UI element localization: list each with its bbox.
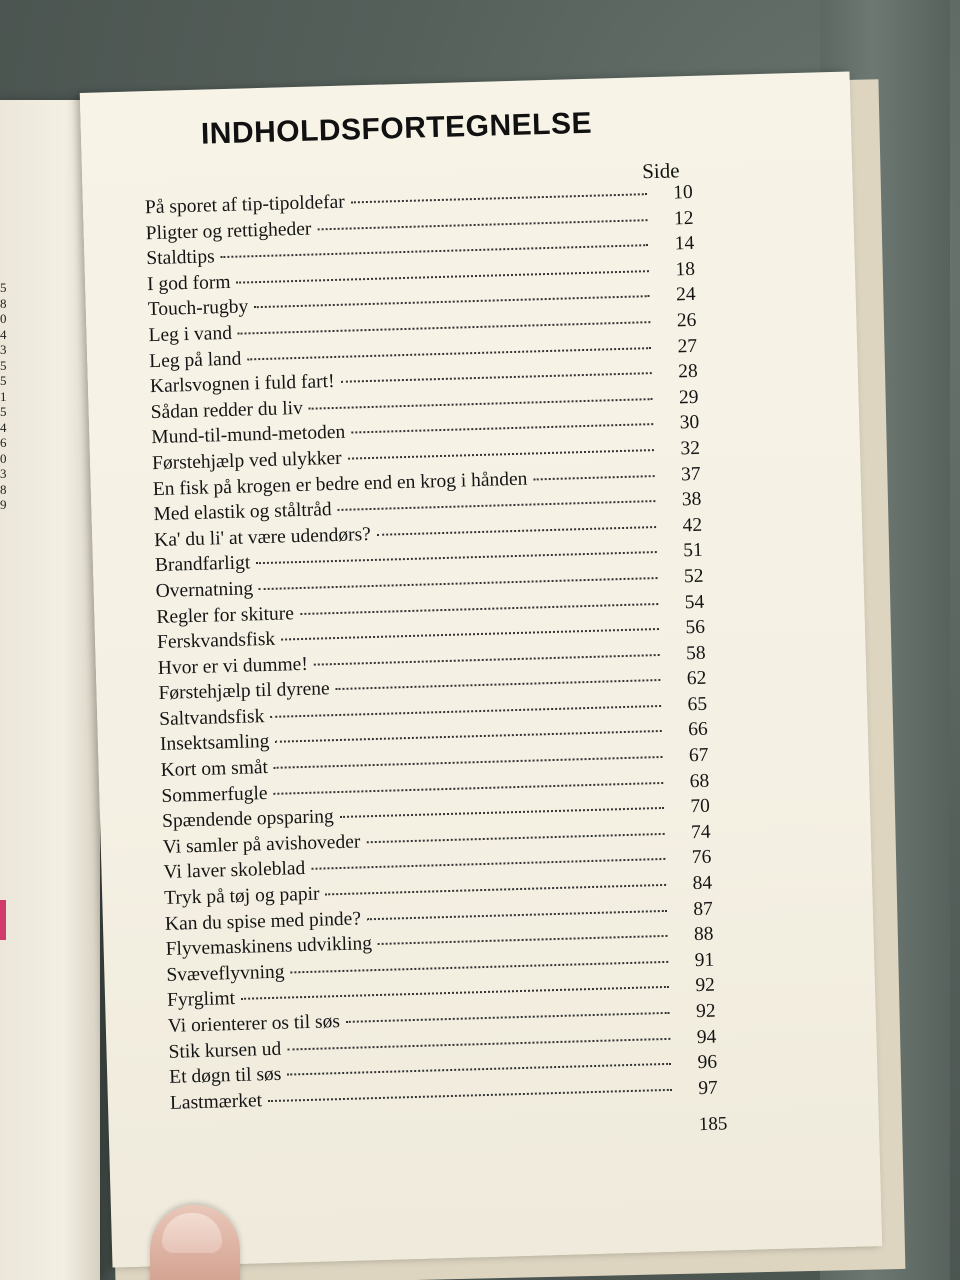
dot-leader (290, 961, 668, 974)
toc-entry-page: 58 (685, 642, 706, 664)
toc-entry-title: Kan du spise med pinde? (164, 908, 362, 935)
toc-entry-page: 92 (695, 975, 716, 997)
page-number: 185 (698, 1113, 728, 1136)
dot-leader (281, 628, 659, 641)
toc-entry-page: 37 (680, 463, 701, 485)
toc-entry-page: 18 (675, 258, 696, 281)
toc-entry-page: 97 (697, 1077, 719, 1099)
toc-entry-title: Ferskvandsfisk (156, 628, 276, 654)
toc-entry-page: 24 (675, 284, 696, 306)
toc-entry-page: 32 (680, 437, 701, 460)
toc-entry-page: 96 (697, 1051, 718, 1074)
toc-entry-title: Sommerfugle (161, 782, 268, 807)
left-page-digit: 3 (0, 342, 7, 357)
toc-entry-page: 42 (682, 514, 703, 537)
left-page-digit: 5 (0, 357, 7, 373)
dot-leader (378, 935, 668, 945)
dot-leader (259, 577, 657, 590)
toc-entry-title: Regler for skiture (156, 602, 295, 628)
toc-entry-page: 67 (688, 744, 709, 767)
dot-leader (287, 1063, 671, 1076)
left-page-digit: 4 (0, 326, 7, 342)
toc-entry-page: 68 (689, 770, 710, 792)
toc-entry-page: 52 (683, 565, 704, 588)
dot-leader (268, 1089, 672, 1102)
toc-entry-title: Vi samler på avishoveder (162, 831, 361, 858)
toc-entry-title: Touch-rugby (147, 296, 249, 321)
toc-entry-title: Mund-til-mund-metoden (151, 422, 346, 449)
toc-entry-page: 51 (682, 540, 704, 562)
toc-entry-title: Pligter og rettigheder (145, 218, 312, 244)
dot-leader (247, 347, 651, 360)
dot-leader (300, 603, 658, 615)
left-page-digit: 8 (0, 295, 7, 311)
toc-entry-title: Sådan redder du liv (150, 397, 304, 423)
toc-entry-title: Lastmærket (169, 1090, 263, 1114)
toc-entry-title: Førstehjælp til dyrene (158, 678, 330, 705)
toc-entry-page: 56 (685, 616, 706, 639)
pink-edge-mark (0, 900, 6, 940)
toc-entry-page: 91 (694, 949, 715, 971)
thumbnail-nail (162, 1213, 222, 1253)
dot-leader (221, 244, 649, 258)
toc-entry-page: 29 (678, 386, 699, 409)
toc-entry-title: Leg i vand (148, 322, 233, 347)
toc-entry-title: Fyrglimt (166, 988, 236, 1012)
left-page-digits (0, 280, 14, 513)
left-page-digit: 4 (0, 419, 7, 435)
left-page-digit: 8 (0, 481, 7, 497)
toc-entry-page: 94 (696, 1026, 717, 1048)
toc-entry-title: Et døgn til søs (168, 1063, 282, 1089)
left-page-digit: 3 (0, 466, 7, 481)
dot-leader (346, 1012, 670, 1023)
dot-leader (338, 500, 656, 511)
side-column-label: Side (641, 158, 680, 184)
dot-leader (270, 705, 661, 718)
toc-entry-title: Vi orienterer os til søs (167, 1011, 341, 1037)
toc-entry-page: 10 (672, 181, 694, 204)
dot-leader (254, 296, 649, 309)
dot-leader (238, 321, 651, 335)
toc-entry-title: Karlsvognen i fuld fart! (149, 371, 335, 398)
toc-entry-page: 66 (687, 719, 709, 741)
dot-leader (274, 782, 664, 795)
dot-leader (309, 398, 653, 410)
toc-entry-page: 76 (691, 847, 712, 869)
toc-list (145, 182, 719, 1118)
toc-entry-page: 27 (677, 335, 698, 357)
dot-leader (340, 807, 664, 818)
toc-entry-page: 62 (686, 667, 707, 690)
dot-leader (256, 551, 657, 564)
toc-entry-page: 38 (681, 488, 702, 511)
dot-leader (533, 475, 654, 480)
toc-entry-page: 54 (684, 591, 705, 613)
dot-leader (351, 193, 647, 203)
dot-leader (241, 986, 669, 1000)
toc-page (80, 71, 883, 1267)
toc-entry-page: 28 (677, 360, 699, 383)
page-title: INDHOLDSFORTEGNELSE (200, 106, 593, 151)
toc-entry-title: Stik kursen ud (168, 1038, 282, 1063)
toc-entry-title: Førstehjælp ved ulykker (151, 447, 342, 475)
dot-leader (325, 884, 666, 896)
toc-entry-title: Flyvemaskinens udvikling (165, 933, 373, 961)
dot-leader (377, 526, 656, 536)
toc-entry-title: En fisk på krogen er bedre end en krog i hånden (152, 468, 528, 500)
dot-leader (274, 756, 663, 769)
dot-leader (367, 910, 667, 920)
dot-leader (275, 730, 661, 743)
toc-entry-page: 30 (679, 412, 700, 434)
toc-entry-page: 87 (692, 898, 714, 920)
toc-entry-title: Med elastik og ståltråd (153, 499, 332, 526)
left-page-digit: 6 (0, 435, 7, 450)
toc-entry-title: Leg på land (148, 348, 242, 372)
toc-entry-title: Hvor er vi dumme! (157, 653, 309, 679)
toc-entry-page: 74 (690, 821, 711, 844)
dot-leader (341, 372, 652, 383)
left-page-digit: 9 (0, 497, 7, 512)
toc-entry-title: Vi laver skoleblad (163, 858, 306, 884)
left-page-digit: 0 (0, 450, 7, 466)
toc-entry-page: 84 (692, 872, 713, 895)
dot-leader (348, 449, 654, 460)
dot-leader (336, 679, 661, 690)
toc-entry-title: På sporet af tip-tipoldefar (144, 191, 346, 219)
left-page-digit: 1 (0, 388, 7, 404)
left-page-digit: 5 (0, 404, 7, 419)
toc-entry-title: Overnatning (155, 578, 254, 602)
toc-entry-page: 14 (674, 233, 695, 255)
left-page-digit: 5 (0, 280, 7, 295)
toc-entry-page: 70 (690, 795, 711, 818)
toc-entry-title: Tryk på tøj og papir (163, 883, 320, 909)
toc-entry-title: Saltvandsfisk (158, 705, 265, 730)
toc-entry-page: 65 (687, 693, 708, 716)
toc-entry-title: Svæveflyvning (166, 961, 285, 986)
dot-leader (351, 423, 653, 433)
toc-entry-title: Insektsamling (159, 731, 270, 756)
toc-entry-page: 12 (673, 207, 694, 230)
toc-entry-page: 26 (676, 309, 697, 332)
dot-leader (366, 833, 664, 843)
dot-leader (311, 858, 665, 870)
toc-entry-title: I god form (146, 271, 231, 295)
toc-entry-title: Kort om småt (160, 757, 269, 782)
toc-entry-page: 92 (695, 1000, 716, 1023)
toc-entry-title: Spændende opsparing (161, 806, 335, 833)
toc-entry-title: Staldtips (146, 246, 215, 270)
dot-leader (317, 219, 647, 230)
toc-entry-title: Ka' du li' at være udendørs? (153, 523, 372, 551)
dot-leader (287, 1037, 670, 1050)
toc-entry-page: 88 (693, 923, 714, 946)
left-page-digit: 0 (0, 311, 7, 326)
dot-leader (236, 270, 648, 284)
left-page-digit: 5 (0, 373, 7, 388)
toc-entry-title: Brandfarligt (154, 552, 251, 577)
dot-leader (314, 654, 660, 666)
